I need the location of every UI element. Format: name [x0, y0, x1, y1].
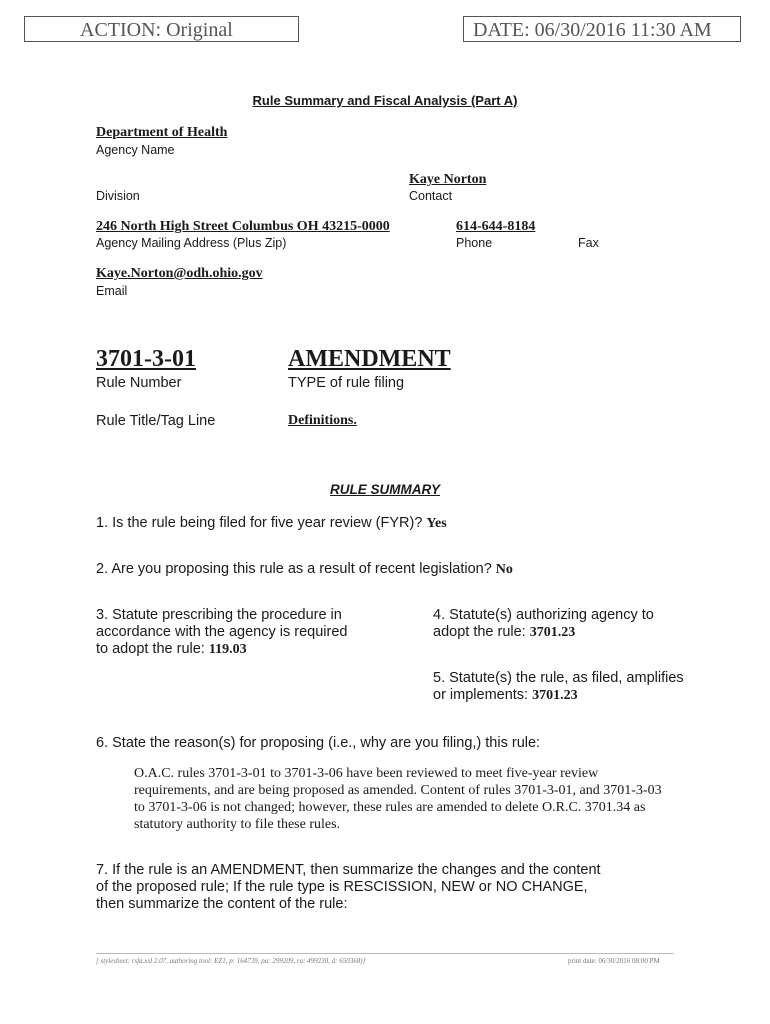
- date-text: DATE: 06/30/2016 11:30 AM: [473, 19, 712, 41]
- question-3-answer: 119.03: [208, 642, 247, 657]
- email-label: Email: [96, 284, 128, 298]
- agency-name-label: Agency Name: [96, 143, 175, 157]
- question-4-line2: adopt the rule:: [433, 624, 530, 640]
- question-1-text: 1. Is the rule being filed for five year review (FYR)?: [96, 515, 427, 531]
- footer-print-date: print date: 06/30/2016 08:00 PM: [568, 957, 660, 965]
- action-box: [24, 16, 299, 42]
- question-4-answer: 3701.23: [529, 625, 576, 640]
- question-5: [433, 670, 684, 704]
- question-5-answer: 3701.23: [532, 688, 578, 703]
- question-3-line3: to adopt the rule:: [96, 641, 209, 657]
- rule-title-value: Definitions.: [288, 413, 357, 428]
- question-7: [96, 862, 601, 913]
- rule-type-label: TYPE of rule filing: [288, 375, 405, 391]
- page-title: Rule Summary and Fiscal Analysis (Part A): [252, 93, 518, 108]
- question-7-line1: 7. If the rule is an AMENDMENT, then summarize the changes and the content: [96, 862, 601, 878]
- question-2: [96, 561, 513, 578]
- question-6-answer: O.A.C. rules 3701-3-01 to 3701-3-06 have been reviewed to meet five-year review requirements, and are being proposed as amended. Content of rules 3701-3-01, and 3701-3-03 to 3701-3-06 is not changed; however, these rules are amended to delete O.R.C. 3701.34 as statutory authority to file these rules.: [134, 766, 662, 832]
- question-6-text: 6. State the reason(s) for proposing (i.e., why are you filing,) this rule:: [96, 735, 541, 751]
- question-5-line1: 5. Statute(s) the rule, as filed, amplifies: [433, 670, 684, 686]
- question-4-line1: 4. Statute(s) authorizing agency to: [433, 607, 654, 623]
- contact-label: Contact: [409, 189, 453, 203]
- contact-value: Kaye Norton: [409, 172, 487, 187]
- rule-title-label: Rule Title/Tag Line: [96, 413, 216, 429]
- question-2-text: 2. Are you proposing this rule as a result of recent legislation?: [96, 561, 496, 577]
- question-3-line1: 3. Statute prescribing the procedure in: [96, 607, 342, 623]
- phone-value: 614-644-8184: [456, 219, 536, 234]
- phone-label: Phone: [456, 236, 493, 250]
- address-label: Agency Mailing Address (Plus Zip): [96, 236, 287, 250]
- question-4: [433, 607, 654, 641]
- email-value: Kaye.Norton@odh.ohio.gov: [96, 266, 263, 281]
- question-7-line3: then summarize the content of the rule:: [96, 896, 348, 912]
- rule-summary-heading: RULE SUMMARY: [329, 482, 440, 497]
- division-label: Division: [96, 189, 140, 203]
- question-1-answer: Yes: [426, 516, 447, 531]
- question-3-line2: accordance with the agency is required: [96, 624, 348, 640]
- rule-number-label: Rule Number: [96, 375, 182, 391]
- footer-stylesheet-info: [ stylesheet: rsfa.xsl 2.07, authoring tool: EZ1, p: 164739, pa: 299209, ra: 499230, d: 650368)]: [96, 957, 366, 965]
- question-3: [96, 607, 347, 658]
- question-2-answer: No: [495, 562, 513, 577]
- question-5-line2: or implements:: [433, 687, 533, 703]
- fax-label: Fax: [578, 236, 599, 250]
- rule-number-value: 3701-3-01: [96, 346, 196, 372]
- question-7-line2: of the proposed rule; If the rule type is RESCISSION, NEW or NO CHANGE,: [96, 879, 588, 895]
- action-text: ACTION: Original: [80, 19, 233, 41]
- agency-name-value: Department of Health: [96, 125, 228, 140]
- question-1: [96, 515, 447, 532]
- footer-divider: [96, 953, 674, 954]
- rule-type-value: AMENDMENT: [288, 346, 451, 372]
- address-value: 246 North High Street Columbus OH 43215-0000: [96, 219, 390, 234]
- date-box: [463, 16, 741, 42]
